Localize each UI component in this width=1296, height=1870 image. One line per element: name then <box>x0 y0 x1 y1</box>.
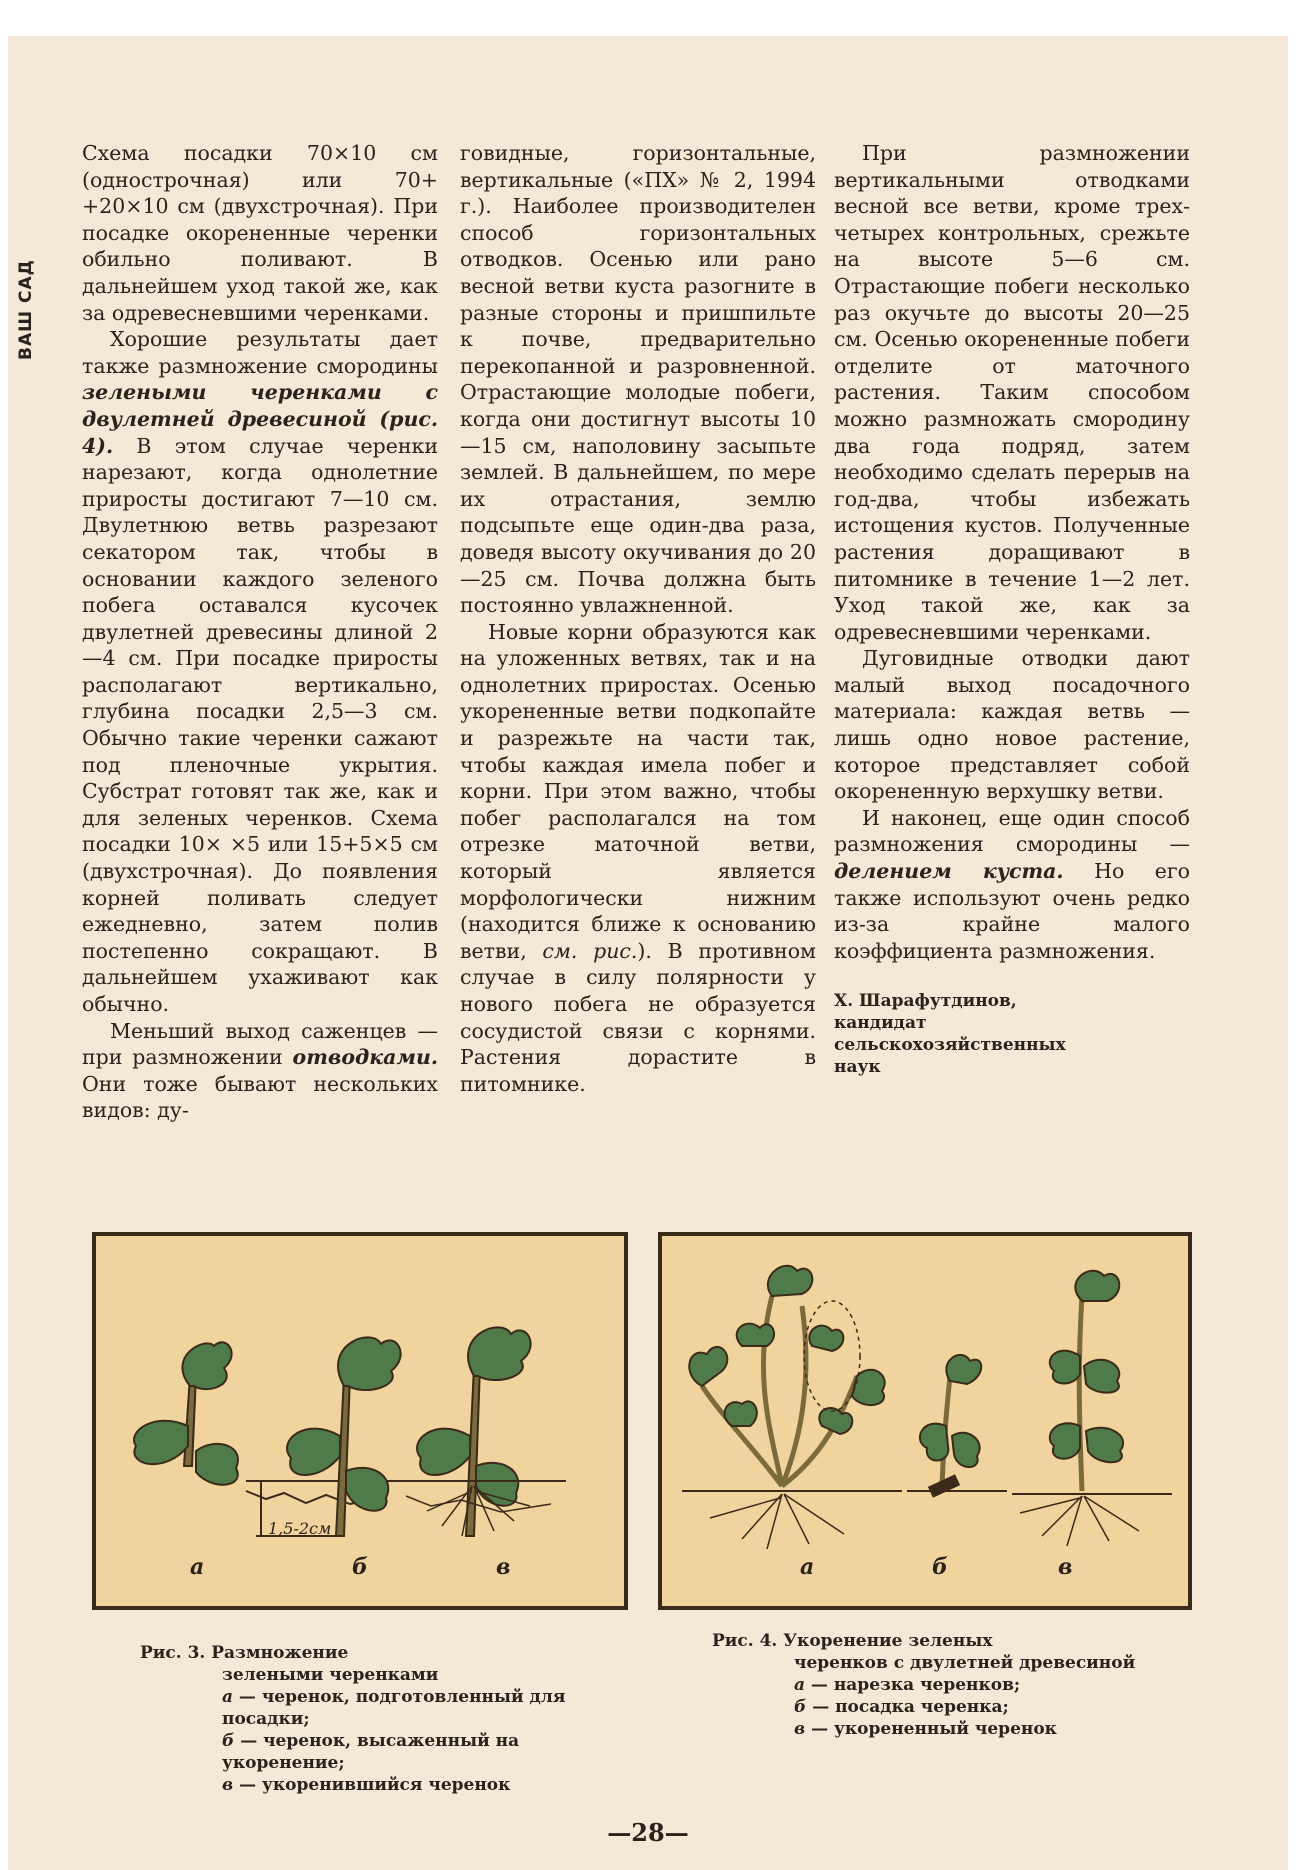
paragraph: говидные, горизонтальные, вертикальные («ПХ» № 2, 1994 г.). Наиболее производителен способ горизонтальных отводков. Осенью или рано весной ветви куста разогните в разные стороны и пришпильте к почве, предварительно перекопанной и разровненной. Отрастающие молодые побеги, когда они достигнут высоты 10—15 см, наполовину засыпьте землей. В дальнейшем, по мере их отрастания, землю подсыпьте еще один-два раза, доведя высоту окучивания до 20—25 см. Почва должна быть постоянно увлажненной. <box>460 141 816 618</box>
label-c: в <box>1058 1554 1073 1580</box>
item-text: — укоренившийся черенок <box>233 1775 511 1795</box>
caption-title-line2: зелеными черенками <box>222 1665 439 1685</box>
item-letter: в <box>794 1719 806 1739</box>
item-text: — черенок, подготовленный для посадки; <box>222 1687 566 1729</box>
paragraph <box>834 805 1190 965</box>
item-text: — черенок, высаженный на укоренение; <box>222 1731 520 1773</box>
text-column-2 <box>460 140 816 1097</box>
caption-title: Рис. 4. Укоренение зеленых <box>712 1631 993 1651</box>
paragraph <box>82 326 438 1017</box>
caption-item <box>140 1730 600 1774</box>
depth-label: 1,5-2см <box>268 1519 332 1538</box>
caption-item <box>712 1674 1172 1696</box>
paragraph <box>460 619 816 1098</box>
item-letter: а <box>222 1687 234 1707</box>
figure-3-caption <box>140 1642 600 1796</box>
caption-item <box>712 1718 1172 1740</box>
item-letter: а <box>794 1675 806 1695</box>
caption-item <box>140 1774 600 1796</box>
item-letter: б <box>794 1697 807 1717</box>
emphasis: зелеными черенками с двулетней древесиной (рис. 4). <box>82 380 438 458</box>
page-number: —28— <box>607 1818 689 1847</box>
item-letter: в <box>222 1775 234 1795</box>
author-signature <box>834 990 1190 1078</box>
text-run: Но его также используют очень редко из-за крайне малого коэффициента размножения. <box>834 859 1191 963</box>
label-b: б <box>352 1554 368 1580</box>
figure-4-caption <box>712 1630 1172 1740</box>
cutting-b <box>287 1337 401 1536</box>
paragraph <box>82 1018 438 1124</box>
text-run: ). В противном случае в силу полярности у нового побега не образуется сосудистой связи с корнями. Растения дорастите в питомнике. <box>460 938 816 1096</box>
text-run: В этом случае черенки нарезают, когда однолетние приросты достигают 7—10 см. Двулетнюю ветвь разрезают секатором так, чтобы в основании каждого зеленого побега оставался кусочек двулетней древесины длиной 2—4 см. При посадке приросты располагают вертикально, глубина посадки 2,5—3 см. Обычно такие черенки сажают под пленочные укрытия. Субстрат готовят так же, как и для зеленых черенков. Схема посадки 10× ×5 или 15+5×5 см (двухстрочная). До появления корней поливать следует ежедневно, затем полив постепенно сокращают. В дальнейшем ухаживают как обычно. <box>82 433 438 1016</box>
cutting-c <box>396 1327 566 1536</box>
item-text: — нарезка черенков; <box>805 1675 1021 1695</box>
emphasis: отводками. <box>292 1045 438 1070</box>
item-letter: б <box>222 1731 235 1751</box>
figure-3-illustration <box>92 1232 628 1610</box>
section-rubric: ВАШ САД <box>16 259 36 360</box>
caption-item <box>712 1696 1172 1718</box>
paragraph: Дуговидные отводки дают малый выход посадочного материала: каждая ветвь — лишь одно новое растение, которое представляет собой окорененную верхушку ветви. <box>834 646 1190 804</box>
text-column-3 <box>834 140 1190 1078</box>
item-text: — укорененный черенок <box>805 1719 1057 1739</box>
text-run: Хорошие результаты дает также размножение смородины <box>82 327 438 378</box>
figure-4-illustration <box>658 1232 1192 1610</box>
label-b: б <box>932 1554 948 1580</box>
paragraph: Схема посадки 70×10 см (однострочная) или 70+ +20×10 см (двухстрочная). При посадке окорененные черенки обильно поливают. В дальнейшем уход такой же, как за одревесневшими черенками. <box>82 141 438 325</box>
text-run: И наконец, еще один способ размножения смородины — <box>834 805 1190 857</box>
caption-item <box>140 1686 600 1730</box>
caption-title-line2: черенков с двулетней древесиной <box>794 1653 1136 1673</box>
cutting-b <box>907 1355 1007 1497</box>
cutting-a <box>134 1342 238 1484</box>
figure-4-drawing <box>662 1236 1188 1606</box>
item-text: — посадка черенка; <box>806 1697 1009 1717</box>
text-run: Меньший выход саженцев — при размножении <box>82 1018 438 1070</box>
label-a: а <box>800 1554 815 1580</box>
caption-title: Рис. 3. Размножение <box>140 1643 349 1663</box>
author-title: кандидат сельскохозяйственных наук <box>834 1013 1066 1078</box>
label-c: в <box>496 1554 511 1580</box>
text-column-1 <box>82 140 438 1124</box>
paragraph: При размножении вертикальными отводками весной все ветви, кроме трех-четырех контрольных, срежьте на высоте 5—6 см. Отрастающие побеги несколько раз окучьте до высоты 20—25 см. Осенью окорененные побеги отделите от маточного растения. Таким способом можно размножать смородину два года подряд, затем необходимо сделать перерыв на год-два, чтобы избежать истощения кустов. Полученные растения доращивают в питомнике в течение 1—2 лет. Уход такой же, как за одревесневшими черенками. <box>834 141 1190 644</box>
bush-c <box>1012 1271 1172 1546</box>
figure-3-drawing <box>96 1236 624 1606</box>
emphasis: см. рис. <box>542 938 638 963</box>
text-run: Они тоже бывают нескольких видов: ду- <box>82 1071 438 1123</box>
emphasis: делением куста. <box>834 859 1064 884</box>
text-run: Новые корни образуются как на уложенных ветвях, так и на однолетних приростах. Осенью укорененные ветви подкопайте и разрежьте на части так, чтобы каждая имела побег и корни. При этом важно, чтобы побег располагался на том отрезке маточной ветви, который является морфологически нижним (находится ближе к основанию ветви, <box>460 619 816 963</box>
author-name: Х. Шарафутдинов, <box>834 991 1017 1012</box>
label-a: а <box>190 1554 205 1580</box>
bush-a <box>682 1266 902 1549</box>
